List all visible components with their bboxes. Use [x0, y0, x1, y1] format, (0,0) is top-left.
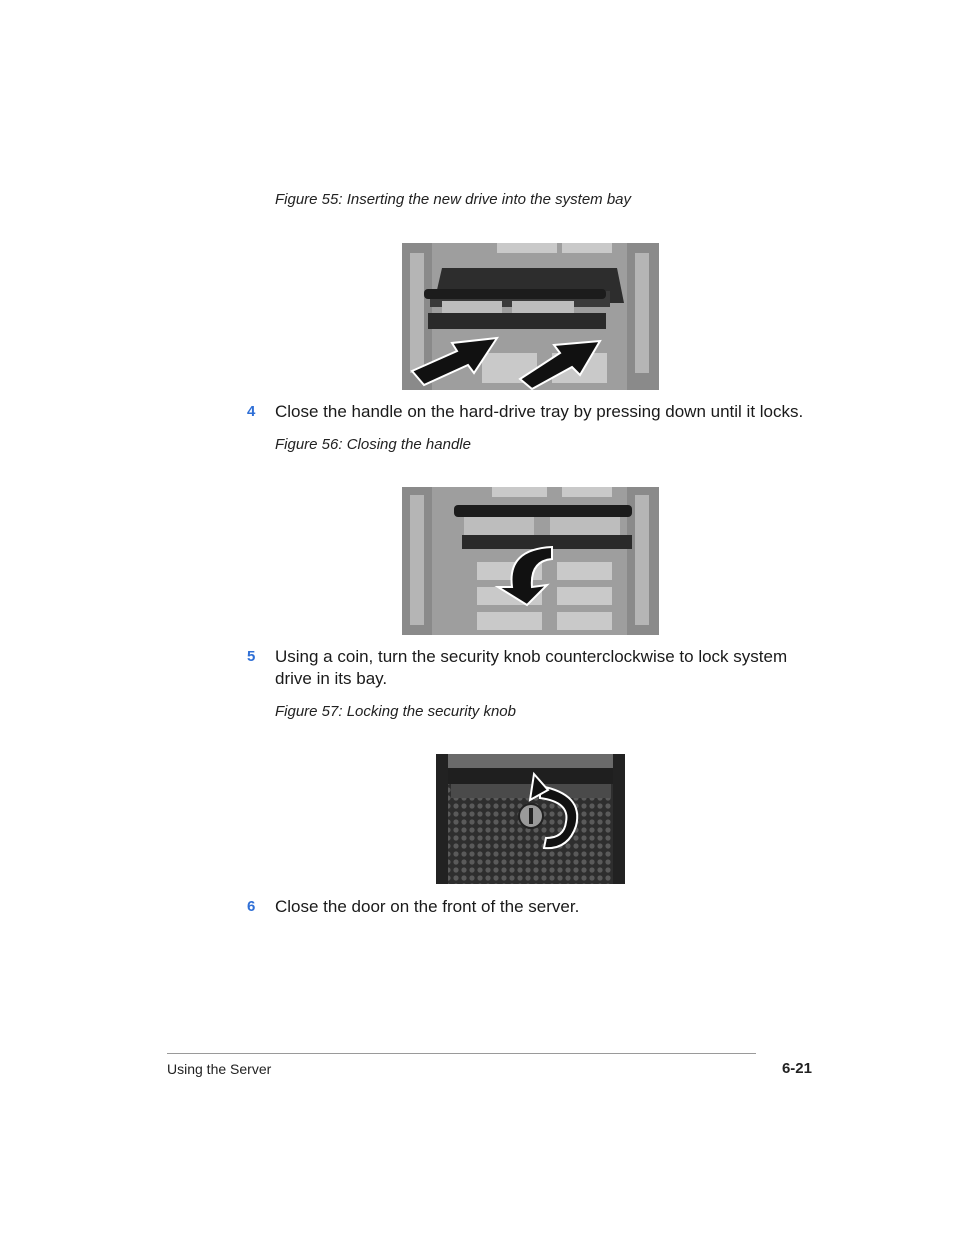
figure-56-caption: Figure 56: Closing the handle — [275, 436, 471, 453]
step-5-number: 5 — [247, 648, 256, 665]
handle-close-illustration — [402, 487, 659, 635]
step-4-text: Close the handle on the hard-drive tray by pressing down until it locks. — [275, 402, 804, 421]
drive-insert-illustration — [402, 243, 659, 390]
page-number: 6-21 — [781, 1060, 812, 1077]
step-5-text: Using a coin, turn the security knob counterclockwise to lock system drive in its bay. — [275, 647, 788, 688]
step-6-text: Close the door on the front of the server. — [275, 897, 580, 916]
footer-rule — [167, 1053, 756, 1054]
step-5 — [247, 646, 812, 690]
figure-57-caption: Figure 57: Locking the security knob — [275, 703, 516, 720]
step-4-number: 4 — [247, 403, 256, 420]
step-6 — [247, 896, 812, 918]
step-6-number: 6 — [247, 898, 256, 915]
step-4 — [247, 401, 812, 423]
figure-55-caption: Figure 55: Inserting the new drive into the system bay — [275, 191, 632, 208]
footer-section-title: Using the Server — [167, 1061, 272, 1077]
security-knob-illustration — [436, 754, 625, 884]
